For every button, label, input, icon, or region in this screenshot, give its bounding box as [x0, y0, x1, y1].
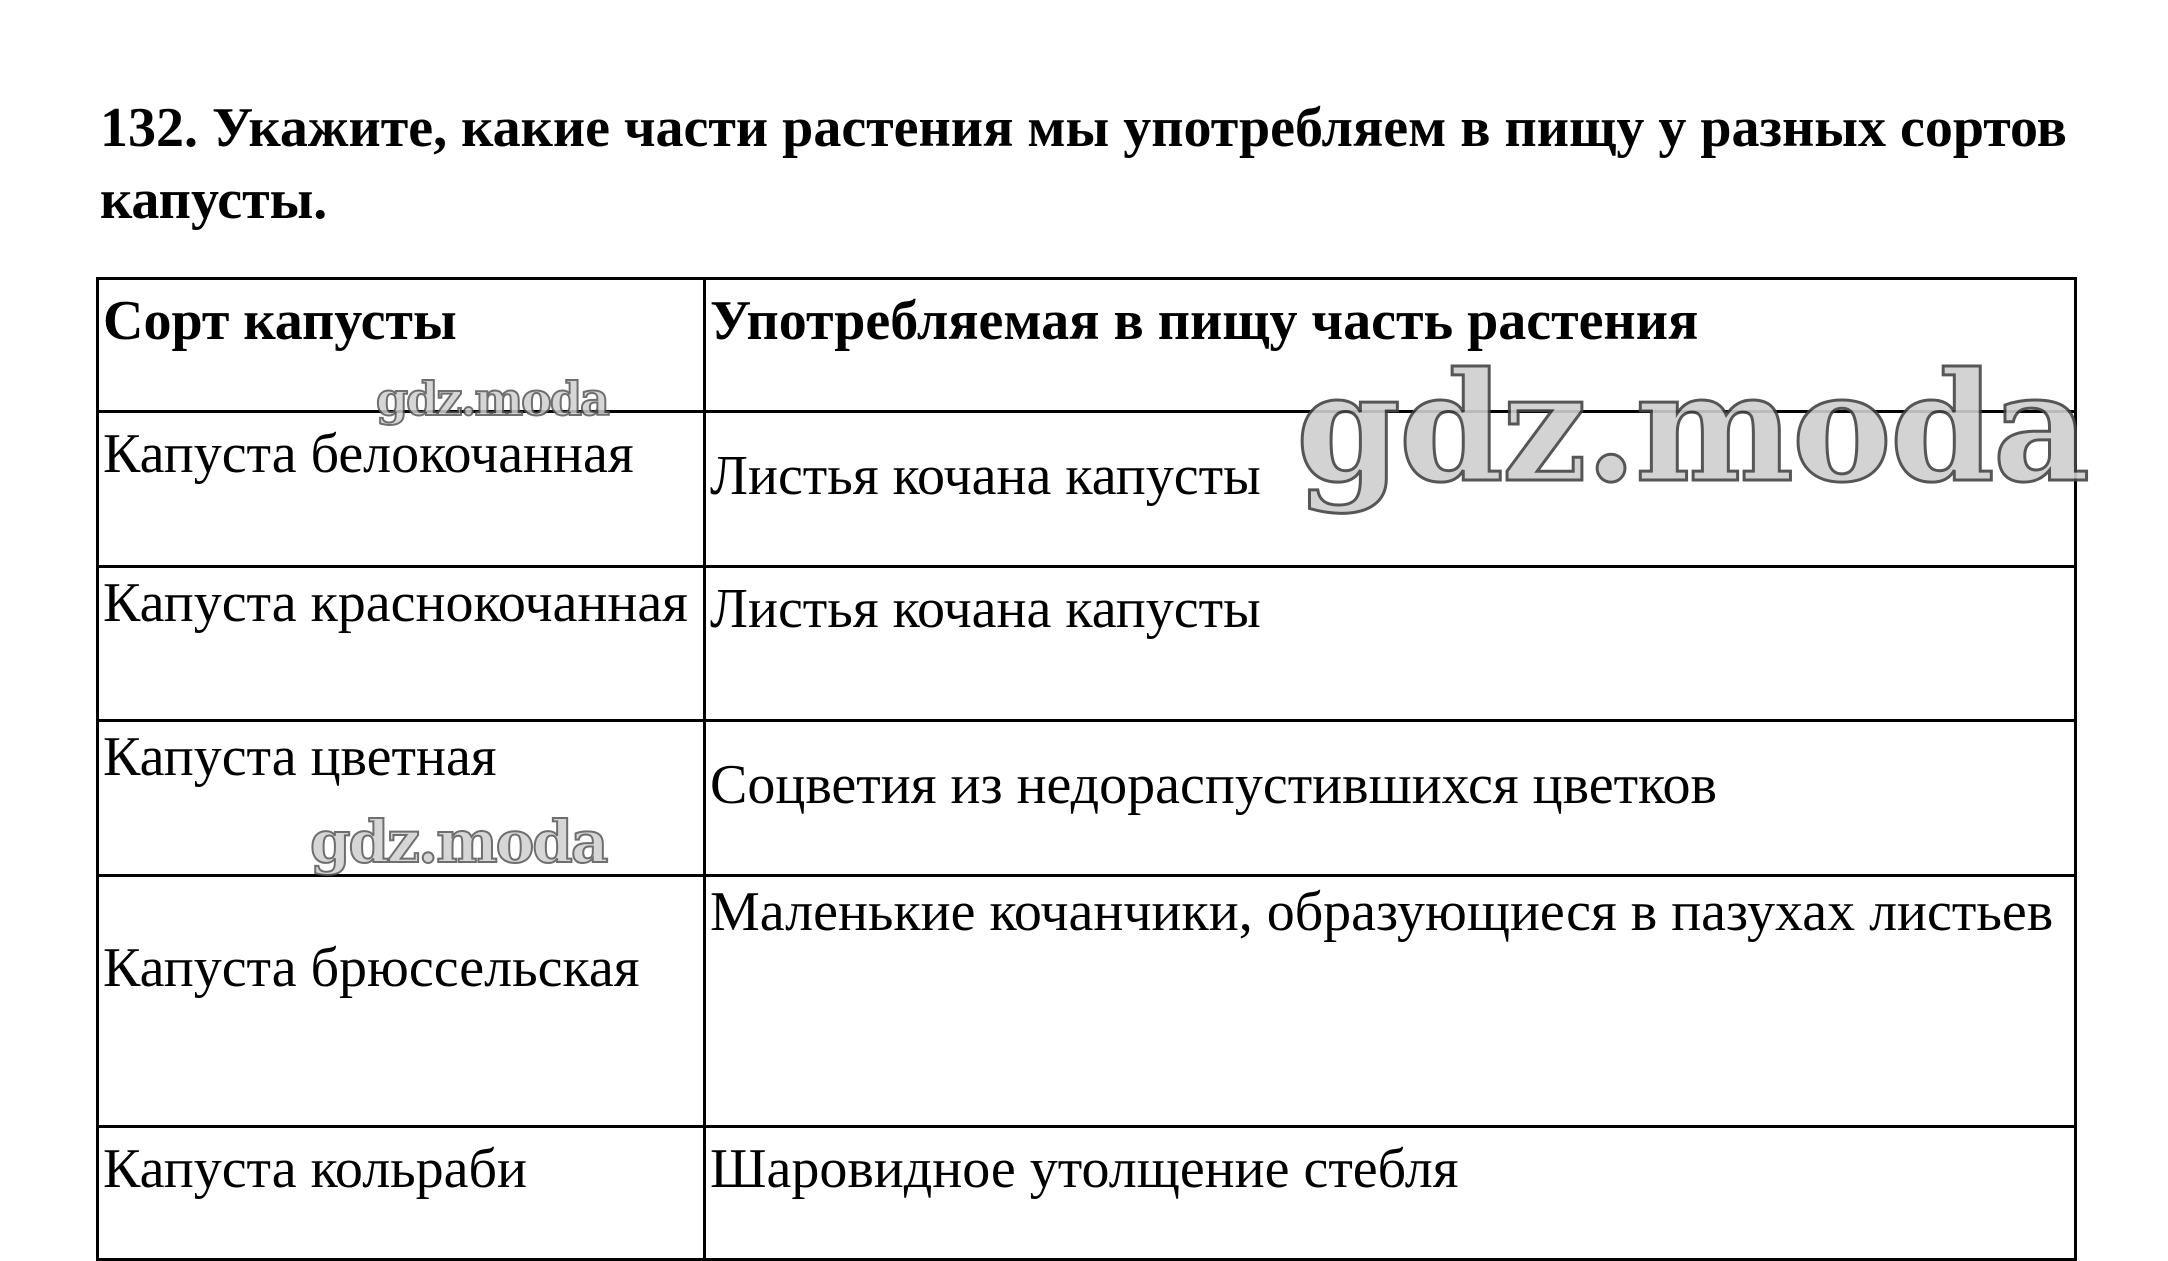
- cabbage-variety-cell: Капуста белокочанная: [98, 412, 705, 567]
- task-title: 132. Укажите, какие части растения мы употребляем в пищу у разных сортов капусты.: [100, 97, 2067, 231]
- cabbage-variety-cell: Капуста кольраби: [98, 1127, 705, 1260]
- edible-part-cell: Листья кочана капусты: [705, 567, 2076, 721]
- table-row: [98, 1127, 2076, 1260]
- watermark-logo: gdz.moda: [310, 808, 607, 876]
- table-row: [98, 721, 2076, 876]
- cabbage-variety-cell: Капуста брюссельская: [98, 876, 705, 1127]
- table-row: [98, 412, 2076, 567]
- cabbage-variety-cell: Капуста цветная: [98, 721, 705, 876]
- watermark-logo: gdz.moda: [376, 372, 608, 426]
- edible-part-cell: Маленькие кочанчики, образующиеся в пазухах листьев: [705, 876, 2076, 1127]
- answer-table: [96, 277, 2077, 1261]
- watermark-logo: gdz.moda: [1296, 340, 2089, 516]
- header-cabbage-variety: Сорт капусты: [98, 279, 705, 412]
- table-row: [98, 567, 2076, 721]
- edible-part-cell: Листья кочана капусты: [705, 412, 2076, 567]
- header-edible-part: Употребляемая в пищу часть растения: [705, 279, 2076, 412]
- table-header-row: [98, 279, 2076, 412]
- cabbage-variety-cell: Капуста краснокочанная: [98, 567, 705, 721]
- edible-part-cell: Шаровидное утолщение стебля: [705, 1127, 2076, 1260]
- table-row: [98, 876, 2076, 1127]
- edible-part-cell: Соцветия из недораспустившихся цветков: [705, 721, 2076, 876]
